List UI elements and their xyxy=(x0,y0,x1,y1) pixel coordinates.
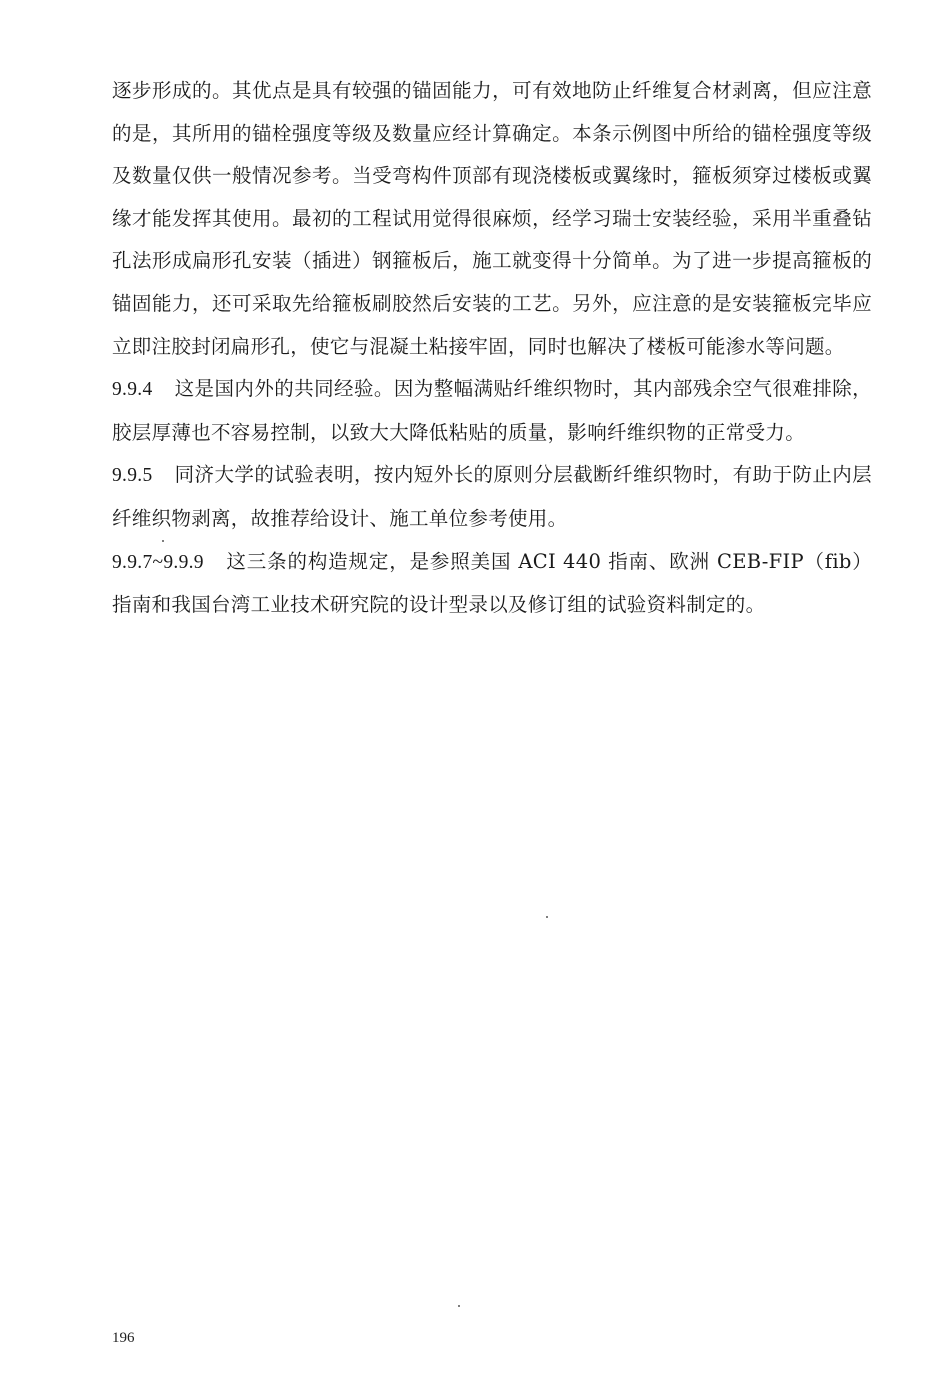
paragraph-text: 这三条的构造规定，是参照美国 ACI 440 指南、欧洲 CEB-FIP（fib）指南和我国台湾工业技术研究院的设计型录以及修订组的试验资料制定的。 xyxy=(112,549,872,617)
clause-number: 9.9.5 xyxy=(112,465,153,487)
paragraph-9-9-5 xyxy=(112,454,872,540)
paragraph-9-9-7-9-9-9 xyxy=(112,541,872,627)
paragraph-text: 这是国内外的共同经验。因为整幅满贴纤维织物时，其内部残余空气很难排除，胶层厚薄也不容易控制，以致大大降低粘贴的质量，影响纤维织物的正常受力。 xyxy=(112,377,872,444)
body-text xyxy=(112,70,872,627)
scan-speck xyxy=(162,540,164,542)
paragraph-text: 逐步形成的。其优点是具有较强的锚固能力，可有效地防止纤维复合材剥离，但应注意的是，其所用的锚栓强度等级及数量应经计算确定。本条示例图中所给的锚栓强度等级及数量仅供一般情况参考。当受弯构件顶部有现浇楼板或翼缘时，箍板须穿过楼板或翼缘才能发挥其使用。最初的工程试用觉得很麻烦，经学习瑞士安装经验，采用半重叠钻孔法形成扁形孔安装（插进）钢箍板后，施工就变得十分简单。为了进一步提高箍板的锚固能力，还可采取先给箍板刷胶然后安装的工艺。另外，应注意的是安装箍板完毕应立即注胶封闭扁形孔，使它与混凝土粘接牢固，同时也解决了楼板可能渗水等问题。 xyxy=(112,79,872,358)
scan-speck xyxy=(546,916,548,918)
clause-number: 9.9.4 xyxy=(112,379,153,401)
paragraph-text: 同济大学的试验表明，按内短外长的原则分层截断纤维织物时，有助于防止内层纤维织物剥离，故推荐给设计、施工单位参考使用。 xyxy=(112,463,872,530)
clause-number: 9.9.7~9.9.9 xyxy=(112,551,204,573)
paragraph-continuation xyxy=(112,70,872,368)
paragraph-9-9-4 xyxy=(112,368,872,454)
scan-speck xyxy=(458,1305,460,1307)
page-number: 196 xyxy=(112,1330,135,1346)
